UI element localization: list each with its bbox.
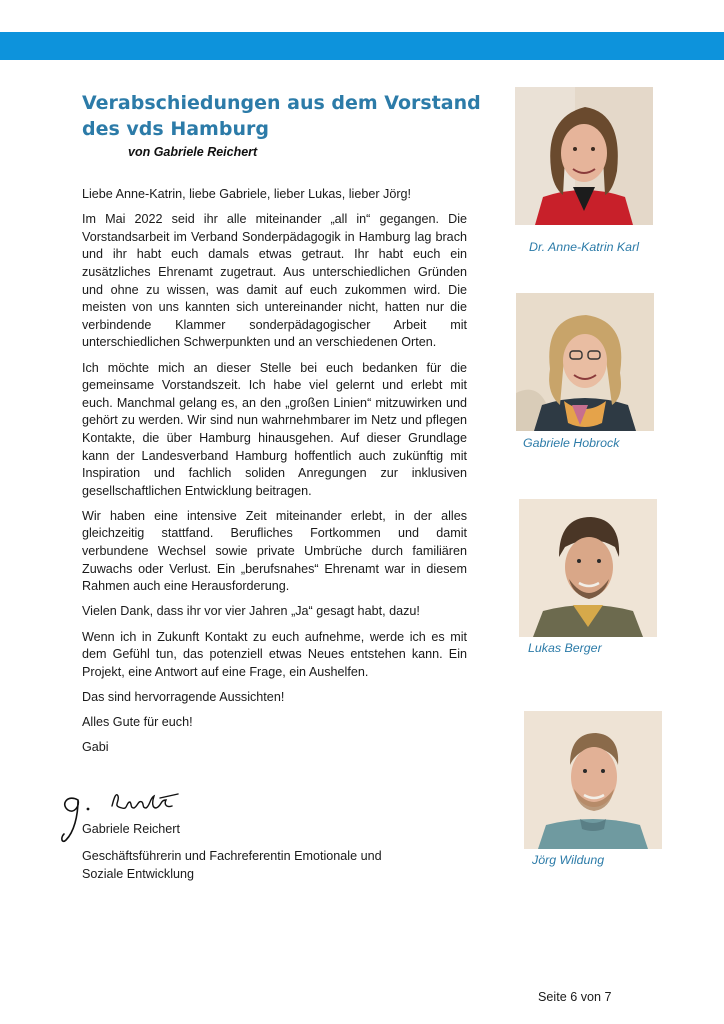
letter-paragraph: Wenn ich in Zukunft Kontakt zu euch aufnehme, werde ich es mit dem Gefühl tun, das potenziell etwas Neues entstehen kann. Ein Projekt, eine Antwort auf eine Frage, ein Aushelfen. <box>82 629 467 679</box>
letter-closing-name: Gabi <box>82 740 109 755</box>
letter-paragraph: Das sind hervorragende Aussichten! <box>82 690 285 704</box>
page-title <box>82 90 482 142</box>
top-color-bar <box>0 32 724 60</box>
page-number: Seite 6 von 7 <box>538 990 612 1004</box>
portrait-photo-gabriele-hobrock <box>516 293 654 431</box>
letter-salutation: Liebe Anne-Katrin, liebe Gabriele, lieber Lukas, lieber Jörg! <box>82 187 412 201</box>
byline: von Gabriele Reichert <box>128 145 258 159</box>
signature-role: Geschäftsführerin und Fachreferentin Emotionale und Soziale Entwicklung <box>82 849 382 881</box>
portrait-caption: Gabriele Hobrock <box>523 436 620 450</box>
portrait-photo-anne-katrin-karl <box>515 87 653 225</box>
portrait-photo-lukas-berger <box>519 499 657 637</box>
letter-paragraph: Im Mai 2022 seid ihr alle miteinander „all in“ gegangen. Die Vorstandsarbeit im Verband Sonderpädagogik in Hamburg lag brach und ihr habt euch damals etwas getraut. Ihr habt euch ein zusätzliches Ehrenamt zugetraut. Aus unterschiedlichen Gründen und ohne zu wissen, was damit auf euch zukommen wird. Die meisten von uns kannten sich untereinander nicht, hatten nur die verbindende Klammer sonderpädagogischer Arbeit mit unterschiedlichen Schwerpunkten und an verschiedenen Orten. <box>82 212 467 350</box>
title-line-1: Verabschiedungen aus dem Vorstand <box>82 92 481 114</box>
letter-paragraph: Wir haben eine intensive Zeit miteinander erlebt, in der alles gleichzeitig stattfand. Berufliches Fortkommen und damit verbundene Wechsel sowie private Umbrüche durch familiären Zuwachs oder Verlust. Ein „berufsnahes“ Ehrenamt war in diesem Rahmen auch eine Herausforderung. <box>82 508 467 594</box>
portrait-caption: Dr. Anne-Katrin Karl <box>529 240 639 254</box>
letter-paragraph: Alles Gute für euch! <box>82 715 193 730</box>
portrait-caption: Lukas Berger <box>528 641 602 655</box>
handwritten-signature <box>56 780 196 850</box>
portrait-caption: Jörg Wildung <box>532 853 605 867</box>
portrait-photo-joerg-wildung <box>524 711 662 849</box>
letter-body <box>82 186 467 765</box>
letter-paragraph: Ich möchte mich an dieser Stelle bei euch bedanken für die gemeinsame Vorstandszeit. Ich habe viel gelernt und erlebt mit euch. Manchmal gelang es, an den „großen Linien“ mitzuwirken und gehört zu werden. Wir sind nun wahrnehmbarer im Netz und pflegen Kontakte, die über Hamburg hinausgehen. Auf dieser Grundlage kann der Landesverband Hamburg hoffentlich auch zukünftig mit Inspiration und fachlich soliden Anregungen zur inklusiven gesellschaftlichen Entwicklung beitragen. <box>82 360 467 498</box>
letter-paragraph: Vielen Dank, dass ihr vor vier Jahren „Ja“ gesagt habt, dazu! <box>82 604 420 619</box>
signature-name: Gabriele Reichert <box>82 822 180 836</box>
title-line-2: des vds Hamburg <box>82 118 269 140</box>
